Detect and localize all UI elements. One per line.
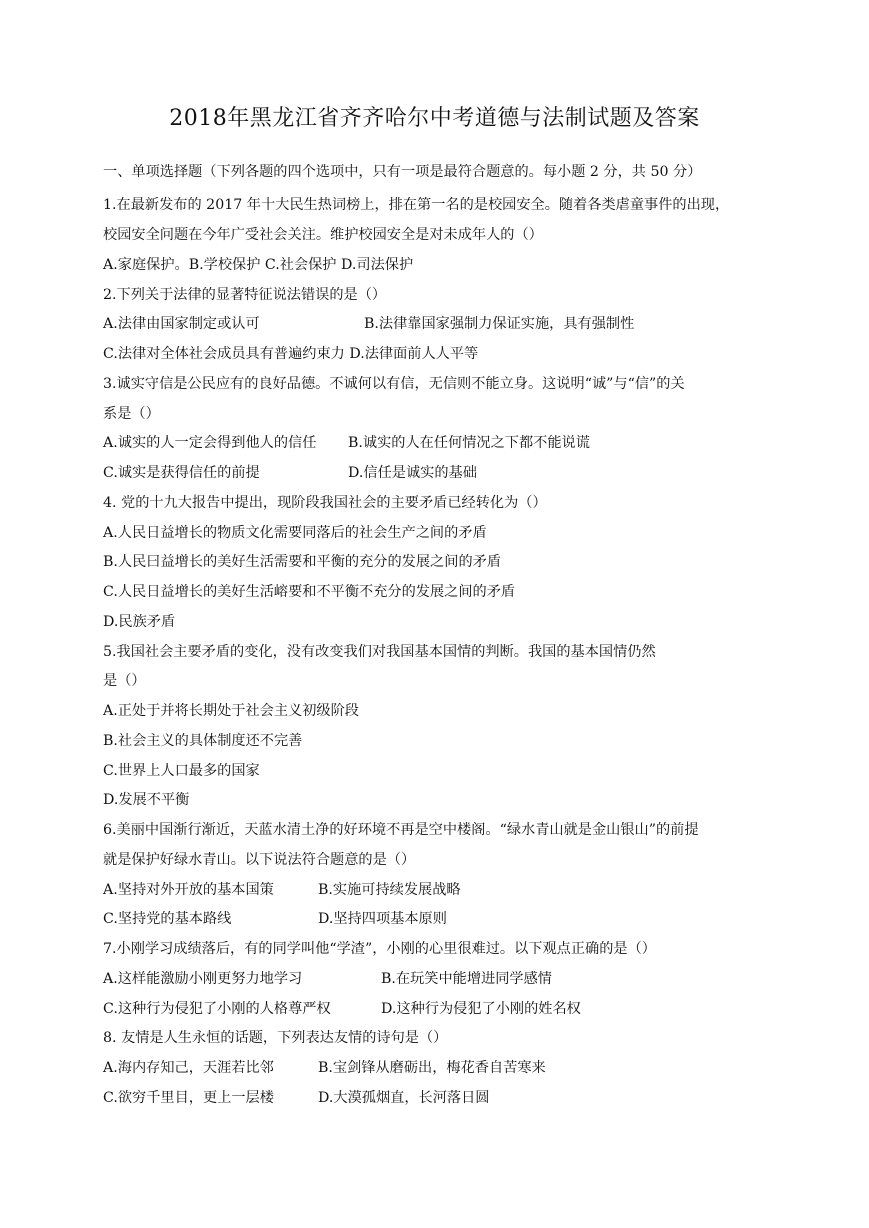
question-6-stem-line-1: 6.美丽中国渐行渐近，天蓝水清土净的好环境不再是空中楼阁。“绿水青山就是金山银山”的前提 bbox=[103, 822, 699, 838]
question-4-stem: 4. 党的十九大报告中提出，现阶段我国社会的主要矛盾已经转化为（） bbox=[103, 495, 547, 511]
question-5-option-d: D.发展不平衡 bbox=[103, 792, 190, 808]
question-7-option-b: B.在玩笑中能增进同学感情 bbox=[381, 971, 552, 987]
question-8-option-d: D.大漠孤烟直，长河落日圆 bbox=[318, 1090, 490, 1106]
question-3-option-d: D.信任是诚实的基础 bbox=[348, 465, 477, 481]
question-2-option-c-d: C.法律对全体社会成员具有普遍约束力 D.法律面前人人平等 bbox=[103, 346, 479, 362]
question-6-option-b: B.实施可持续发展战略 bbox=[318, 882, 461, 898]
question-1-options: A.家庭保护。B.学校保护 C.社会保护 D.司法保护 bbox=[103, 257, 414, 273]
question-4-option-c: C.人民日益增长的美好生活嵱要和不平衡不充分的发展之间的矛盾 bbox=[103, 584, 516, 600]
question-7-option-a: A.这样能激励小刚更努力地学习 bbox=[103, 971, 303, 987]
question-4-option-d: D.民族矛盾 bbox=[103, 614, 176, 630]
question-3-stem-line-1: 3.诚实守信是公民应有的良好品德。不诚何以有信，无信则不能立身。这说明“诚”与“信”的关 bbox=[103, 376, 685, 392]
question-4-option-a: A.人民日益增长的物质文化需要同落后的社会生产之间的矛盾 bbox=[103, 525, 487, 541]
question-8-option-c: C.欲穷千里目，更上一层楼 bbox=[103, 1090, 274, 1106]
question-5-stem-line-1: 5.我国社会主要矛盾的变化，没有改变我们对我国基本国情的判断。我国的基本国情仍然 bbox=[103, 644, 656, 660]
question-7-option-c: C.这种行为侵犯了小刚的人格尊严权 bbox=[103, 1001, 331, 1017]
question-8-option-b: B.宝剑锋从磨砺出，梅花香自苦寒来 bbox=[318, 1060, 546, 1076]
question-6-option-d: D.坚持四项基本原则 bbox=[318, 911, 447, 927]
question-7-option-d: D.这种行为侵犯了小刚的姓名权 bbox=[381, 1001, 581, 1017]
question-5-option-b: B.社会主义的具体制度还不完善 bbox=[103, 733, 303, 749]
question-3-option-a: A.诚实的人一定会得到他人的信任 bbox=[103, 435, 317, 451]
question-2-option-b: B.法律靠国家强制力保证实施，具有强制性 bbox=[364, 316, 635, 332]
question-5-stem-line-2: 是（） bbox=[103, 673, 146, 689]
question-2-stem: 2.下列关于法律的显著特征说法错误的是（） bbox=[103, 287, 387, 303]
question-1-stem-line-1: 1.在最新发布的 2017 年十大民生热词榜上，排在第一名的是校园安全。随着各类虐童事件的出现， bbox=[103, 197, 730, 213]
question-3-stem-line-2: 系是（） bbox=[103, 406, 160, 422]
question-8-option-a: A.海内存知己，天涯若比邻 bbox=[103, 1060, 274, 1076]
question-6-stem-line-2: 就是保护好绿水青山。以下说法符合题意的是（） bbox=[103, 852, 416, 868]
question-7-stem: 7.小刚学习成绩落后，有的同学叫他“学渣”，小刚的心里很难过。以下观点正确的是（） bbox=[103, 941, 656, 957]
question-3-option-c: C.诚实是获得信任的前提 bbox=[103, 465, 260, 481]
question-8-stem: 8. 友情是人生永恒的话题，下列表达友情的诗句是（） bbox=[103, 1030, 448, 1046]
question-4-option-b: B.人民曰益增长的美好生活需要和平衡的充分的发展之间的矛盾 bbox=[103, 554, 502, 570]
question-1-stem-line-2: 校园安全问题在今年广受社会关注。维护校园安全是对未成年人的（） bbox=[103, 227, 543, 243]
question-3-option-b: B.诚实的人在任何情况之下都不能说谎 bbox=[348, 435, 590, 451]
section-heading: 一、单项选择题（下列各题的四个选项中，只有一项是最符合题意的。每小题 2 分，共 50 分） bbox=[103, 164, 702, 180]
question-5-option-c: C.世界上人口最多的国家 bbox=[103, 763, 260, 779]
question-2-option-a: A.法律由国家制定或认可 bbox=[103, 316, 260, 332]
question-5-option-a: A.正处于并将长期处于社会主义初级阶段 bbox=[103, 703, 359, 719]
question-6-option-a: A.坚持对外开放的基本国策 bbox=[103, 882, 274, 898]
question-6-option-c: C.坚持党的基本路线 bbox=[103, 911, 232, 927]
page-title: 2018年黑龙江省齐齐哈尔中考道德与法制试题及答案 bbox=[169, 106, 700, 131]
